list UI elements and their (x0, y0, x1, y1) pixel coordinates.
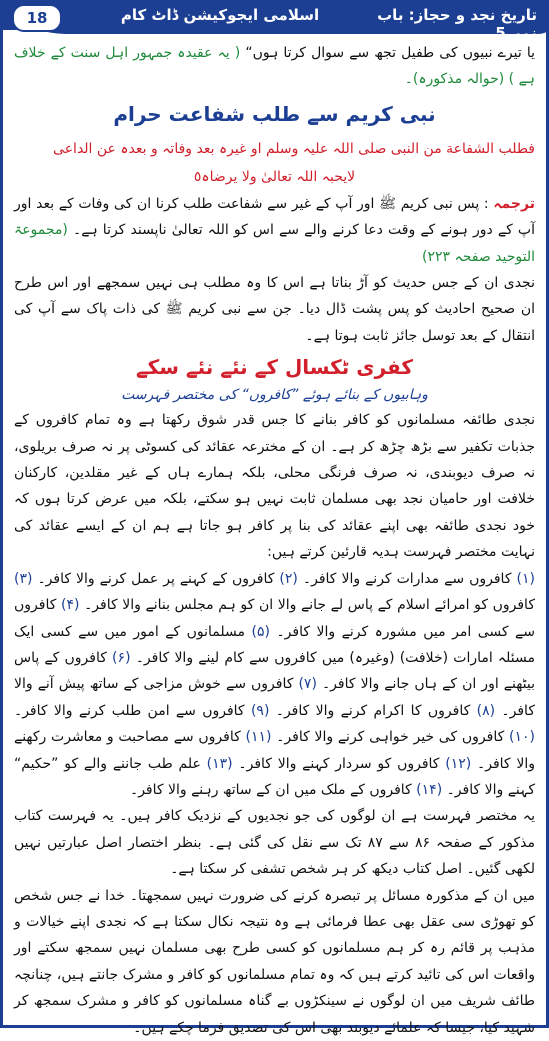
kafir-list (14, 566, 535, 804)
list-item-number: (۹) (244, 702, 270, 719)
list-item-number: (۴) (56, 597, 80, 614)
list-item-number: (۱۴) (411, 781, 443, 798)
page-number: 18 (12, 4, 62, 32)
list-item-number: (۵) (245, 623, 270, 640)
list-item-number: (۷) (293, 676, 317, 693)
list-item-number: (۲) (274, 570, 298, 587)
list-item-text: کافروں سے مصاحبت و معاشرت رکھنے والا کافر۔ (14, 729, 536, 772)
list-item-text: کافروں سے امن طلب کرنے والا کافر۔ (14, 702, 245, 719)
list-item-text: کافروں کو امرائے اسلام کے پاس لے جانے والا ان کو ہم مجلس بنانے والا کافر۔ (79, 597, 535, 614)
list-item-number: (۸) (470, 702, 496, 719)
list-item-text: کافروں سے مدارات کرنے والا کافر۔ (297, 570, 512, 587)
list-item-number: (۶) (106, 649, 131, 666)
list-item-text: کافروں سے کسی امر میں مشورہ کرنے والا کافر۔ (14, 597, 535, 640)
translation-text: : پس نبی کریم ﷺ اور آپ کے غیر سے شفاعت طلب کرنا ان کی وفات کے بعد اور آپ کے دور ہونے کے وقت دعا کرنے والے سے اس کو اللہ تعالیٰ ناپسند کرتا ہے۔ (14, 195, 536, 239)
list-item-text: کافروں سے خوش مزاجی کے ساتھ پیش آنے والا کافر۔ (14, 676, 535, 719)
list-item-number: (۱۳) (200, 755, 233, 772)
list-item-text: کافروں کے پاس بیٹھنے اور ان کے ہاں جانے والا کافر۔ (14, 649, 536, 693)
list-item-text: کافروں کی خیر خواہی کرنے والا کافر۔ (271, 729, 505, 746)
list-item-text: کافروں کو سردار کہنے والا کافر۔ (232, 755, 440, 772)
translation-reference: (مجموعۃ التوحید صفحہ ۲۲۳) (14, 222, 535, 265)
list-item-number: (۱) (511, 570, 535, 587)
section-heading-shafaat: نبی کریم سے طلب شفاعت حرام (113, 101, 436, 126)
intro-text: یا تیرے نبیوں کی طفیل تجھ سے سوال کرتا ہوں“ (245, 45, 535, 61)
arabic-quote-line-1: فطلب الشفاعة من النبی صلی اللہ علیہ وسلم او غیرہ بعد وفاتہ و بعدہ عن الداعی (53, 140, 535, 157)
translation-label: ترجمہ (493, 195, 535, 212)
list-item-number: (۱۰) (504, 729, 535, 746)
list-item-number: (۱۱) (240, 729, 272, 746)
list-intro-paragraph: نجدی طائفہ مسلمانوں کو کافر بنانے کا جس قدر شوق رکھتا ہے وہ تمام کافروں کے جذبات تکفیر سے بڑھ چڑھ کر ہے۔ ان کے مخترعہ عقائد کی کسوٹی پر نہ صرف بریلوی، نہ صرف دیوبندی، نہ صرف فرنگی محلی، بلکہ ہمارے ہاں کے غیر مقلدین، کارکنان خلافت اور حامیان نجد بھی مسلمان ثابت نہیں ہو سکتے، بلکہ میں عرض کرتا ہوں کہ خود نجدی طائفہ بھی اپنے عقائد کی بنا پر کافر ہو جاتا ہے ہم ان کے ایسے عقائد کی نہایت مختصر فہرست ہدیہ قارئین کرتے ہیں: (14, 412, 535, 561)
list-item-text: مسلمانوں کے امور میں سے کسی ایک مسئلہ امارات (خلافت) (وغیرہ) میں کافروں سے کام لینے والا کافر۔ (14, 623, 535, 666)
section-heading-kufri-taksal: کفری ٹکسال کے نئے نئے سکے (135, 355, 414, 380)
list-item-number: (۳) (14, 570, 33, 587)
list-item-text: کافروں کے کہنے پر عمل کرنے والا کافر۔ (32, 570, 275, 587)
translation-paragraph (14, 191, 535, 270)
site-title: اسلامی ایجوکیشن ڈاٹ کام (120, 6, 320, 24)
list-item-number: (۱۲) (439, 755, 472, 772)
arabic-quote-line-2: لایحبہ اللہ تعالیٰ ولا یرضاہ٥ (193, 168, 356, 185)
list-item-text: کافروں کے ملک میں ان کے ساتھ رہنے والا کافر۔ (130, 781, 412, 798)
intro-note: ( یہ عقیدہ جمہور اہل سنت کے خلاف ہے ) (حوالہ مذکورہ)۔ (14, 45, 535, 88)
intro-paragraph (14, 40, 535, 93)
closing-paragraph: میں ان کے مذکورہ مسائل پر تبصرہ کرنے کی ضرورت نہیں سمجھتا۔ خدا نے جس شخص کو تھوڑی سی عقل بھی عطا فرمائی ہے وہ نتیجہ نکال سکتا ہے کہ نجدی اپنے خیالات و مذہب پر قائم رہ کر ہم مسلمانوں کو کسی طرح بھی مسلمان نہیں سمجھ سکتے اور واقعات اس کی تائید کرتے ہیں کہ وہ تمام مسلمانوں کو کافر و مشرک جانتے ہیں، چنانچہ طائف شریف میں ان لوگوں نے سینکڑوں بے گناہ مسلمانوں کو کافر و مشرک سمجھ کر شہید کیا، جیسا کہ علمائے دیوبند بھی اس کی تصدیق فرما چکے ہیں۔ (14, 887, 535, 1036)
page-header (0, 0, 549, 42)
section-subheading: وہابیوں کے بنائے ہوئے ”کافروں“ کی مختصر فہرست (121, 387, 428, 404)
list-item-text: علم طب جاننے والے کو ”حکیم“ کہنے والا کافر۔ (14, 755, 535, 798)
page-content (14, 40, 535, 1041)
list-source-paragraph: یہ مختصر فہرست ہے ان لوگوں کی جو نجدیوں کے نزدیک کافر ہیں۔ یہ فہرست کتاب مذکور کے صفحہ ۸۶ سے ۸۷ تک سے نقل کی گئی ہے۔ بنظر اختصار اصل عبارتیں نہیں لکھی گئیں۔ اصل کتاب دیکھ کر ہر شخص تشفی کر سکتا ہے۔ (14, 808, 536, 878)
commentary-paragraph: نجدی ان کے جس حدیث کو آڑ بناتا ہے اس کا وہ مطلب ہی نہیں سمجھے اور اس طرح ان صحیح احادیث کو پس پشت ڈال دیا۔ جن سے نبی کریم ﷺ کی ذات پاک سے آپ کی انتقال کے بعد توسل جائز ثابت ہوتا ہے۔ (14, 275, 535, 344)
book-title: تاریخ نجد و حجاز: باب نمبر5 (377, 6, 537, 42)
list-item-text: کافروں کا اکرام کرنے والا کافر۔ (269, 702, 471, 719)
